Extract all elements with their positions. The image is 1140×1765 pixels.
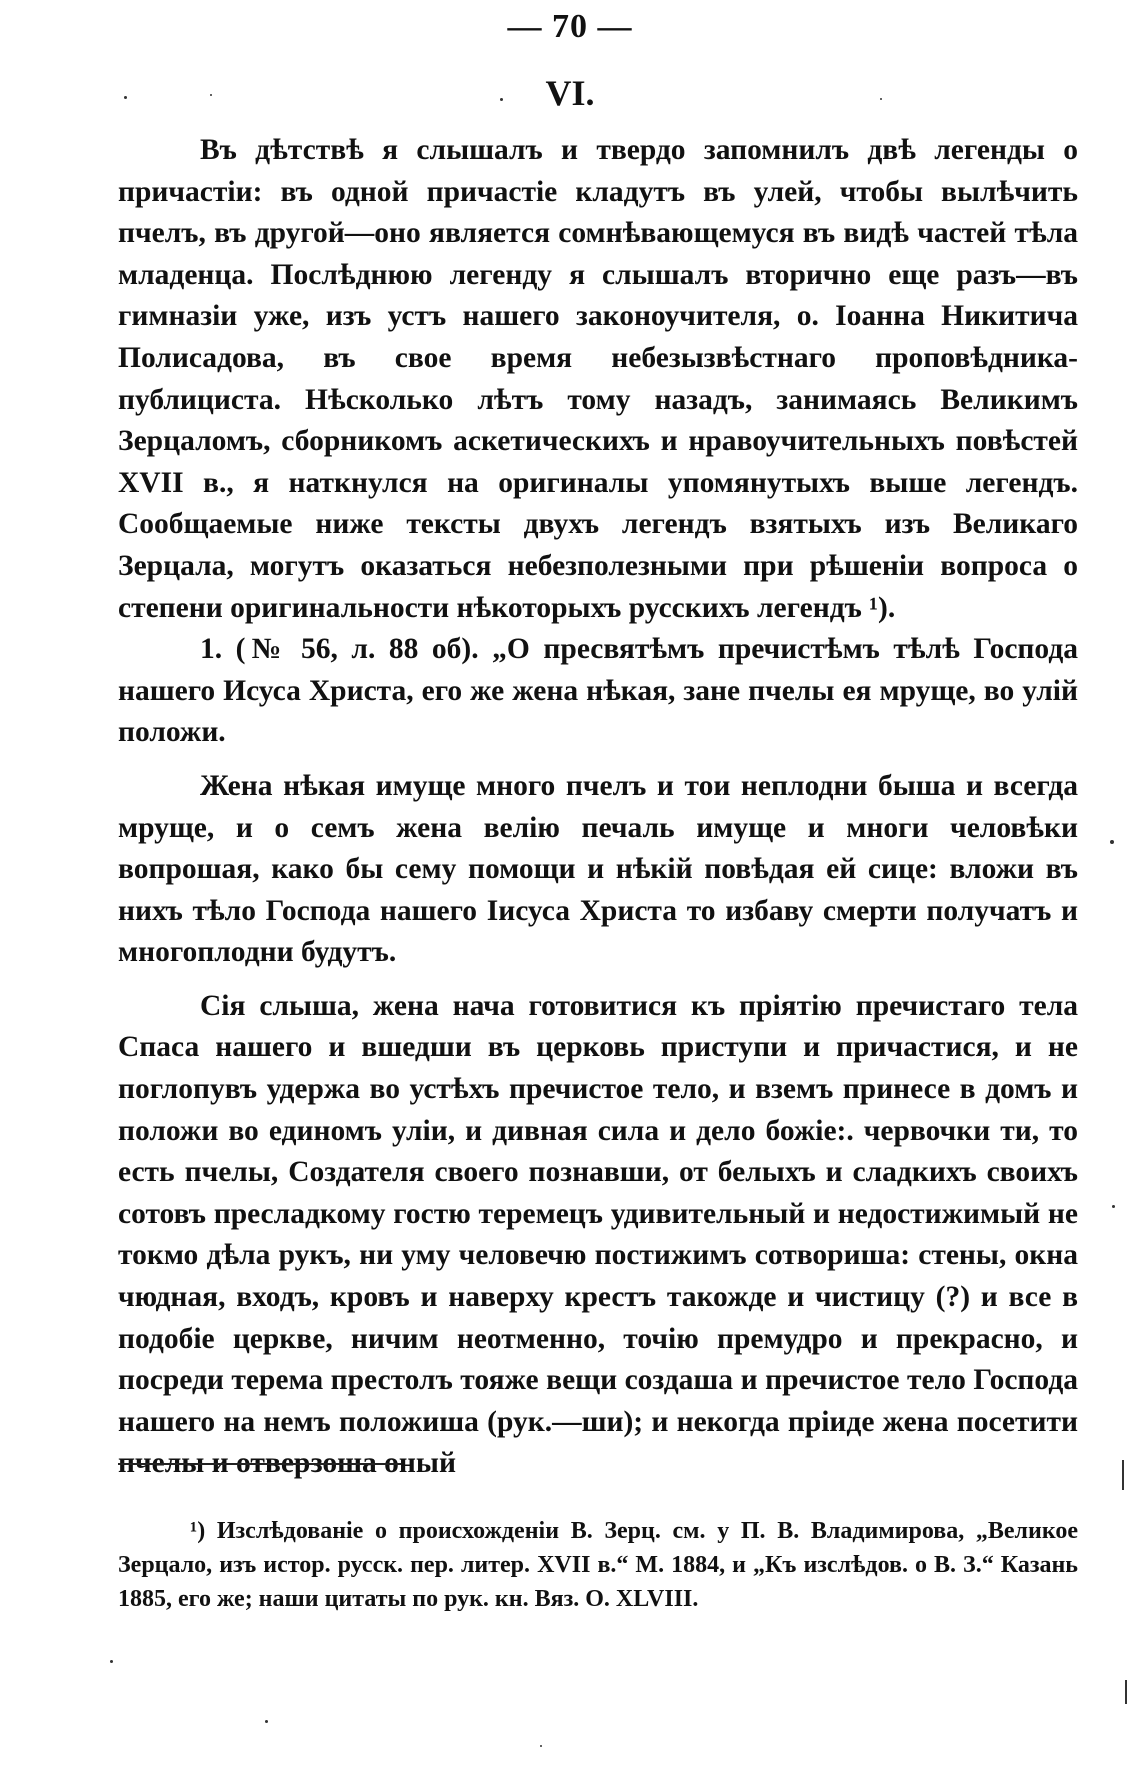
scan-speck: [110, 1660, 113, 1663]
footnote: ¹) Изслѣдованіе о происхожденіи В. Зерц. см. у П. В. Владимирова, „Великое Зерцало, изъ истор. русск. пер. литер. XVII в.“ М. 1884, и „Къ изслѣдов. о В. З.“ Казань 1885, его же; наши цитаты по рук. кн. Вяз. О. XLVIII.: [118, 1518, 1078, 1612]
scan-speck: [500, 98, 503, 101]
page-number: — 70 —: [507, 8, 633, 45]
paragraph-legend-title: 1. (№ 56, л. 88 об). „О пресвятѣмъ пречистѣмъ тѣлѣ Господа нашего Исуса Христа, его же жена нѣкая, зане пчелы ея мруще, во улій положи.: [118, 633, 1078, 749]
scan-speck: [1125, 1680, 1127, 1704]
scan-speck: [265, 1720, 268, 1723]
scan-speck: [880, 98, 882, 100]
scan-speck: [1122, 1460, 1124, 1490]
footnote-divider: [118, 1463, 401, 1465]
paragraph-legend-body-2: Сія слыша, жена нача готовитися къ пріятію пречистаго тела Спаса нашего и вшедши въ церковь приступи и причастися, и не поглопувъ удержа во устѣхъ пречистое тело, и вземъ принесе в домъ и положи во единомъ уліи, и дивная сила и дело божіе:. червочки ти, то есть пчелы, Создателя своего познавши, от белыхъ и сладкихъ своихъ сотовъ пресладкому гостю теремецъ удивительный и недостижимый не токмо дѣла рукъ, ни уму человечю постижимъ сотвориша: стены, окна чюдная, входъ, кровъ и наверху крестъ такожде и чистицу (?) и все в подобіе церкве, ничим неотменно, точію премудро и прекрасно, и посреди терема престолъ тояже вещи создаша и пречистое тело Господа нашего на немъ положиша (рук.—ши); и некогда пріиде жена посетити пчелы и отверзоша оный: [118, 989, 1078, 1480]
section-heading: VI.: [545, 73, 595, 113]
scan-speck: [124, 96, 127, 99]
paragraph-legend-body-1: Жена нѣкая имуще много пчелъ и тои неплодни быша и всегда мруще, и о семъ жена велію печаль имуще и многи человѣки вопрошая, како бы сему помощи и нѣкій повѣдая ей сице: вложи въ нихъ тѣло Господа нашего Іисуса Христа то избаву смерти получатъ и многоплодни будутъ.: [118, 769, 1078, 969]
scan-speck: [1112, 1205, 1115, 1208]
scan-speck: [1110, 840, 1114, 844]
scan-speck: [210, 94, 212, 96]
scan-speck: [540, 1745, 542, 1747]
paragraph-intro: Въ дѣтствѣ я слышалъ и твердо запомнилъ двѣ легенды о причастіи: въ одной причастіе кладутъ въ улей, чтобы вылѣчить пчелъ, въ другой—оно является сомнѣвающемуся въ видѣ частей тѣла младенца. Послѣднюю легенду я слышалъ вторично еще разъ—въ гимназіи уже, изъ устъ нашего законоучителя, о. Іоанна Никитича Полисадова, въ свое время небезызвѣстнаго проповѣдника-публициста. Нѣсколько лѣтъ тому назадъ, занимаясь Великимъ Зерцаломъ, сборникомъ аскетическихъ и нравоучительныхъ повѣстей XVII в., я наткнулся на оригиналы упомянутыхъ выше легендъ. Сообщаемые ниже тексты двухъ легендъ взятыхъ изъ Великаго Зерцала, могутъ оказаться небезполезными при рѣшеніи вопроса о степени оригинальности нѣкоторыхъ русскихъ легендъ ¹).: [118, 134, 1078, 624]
main-text: [118, 130, 1078, 1485]
